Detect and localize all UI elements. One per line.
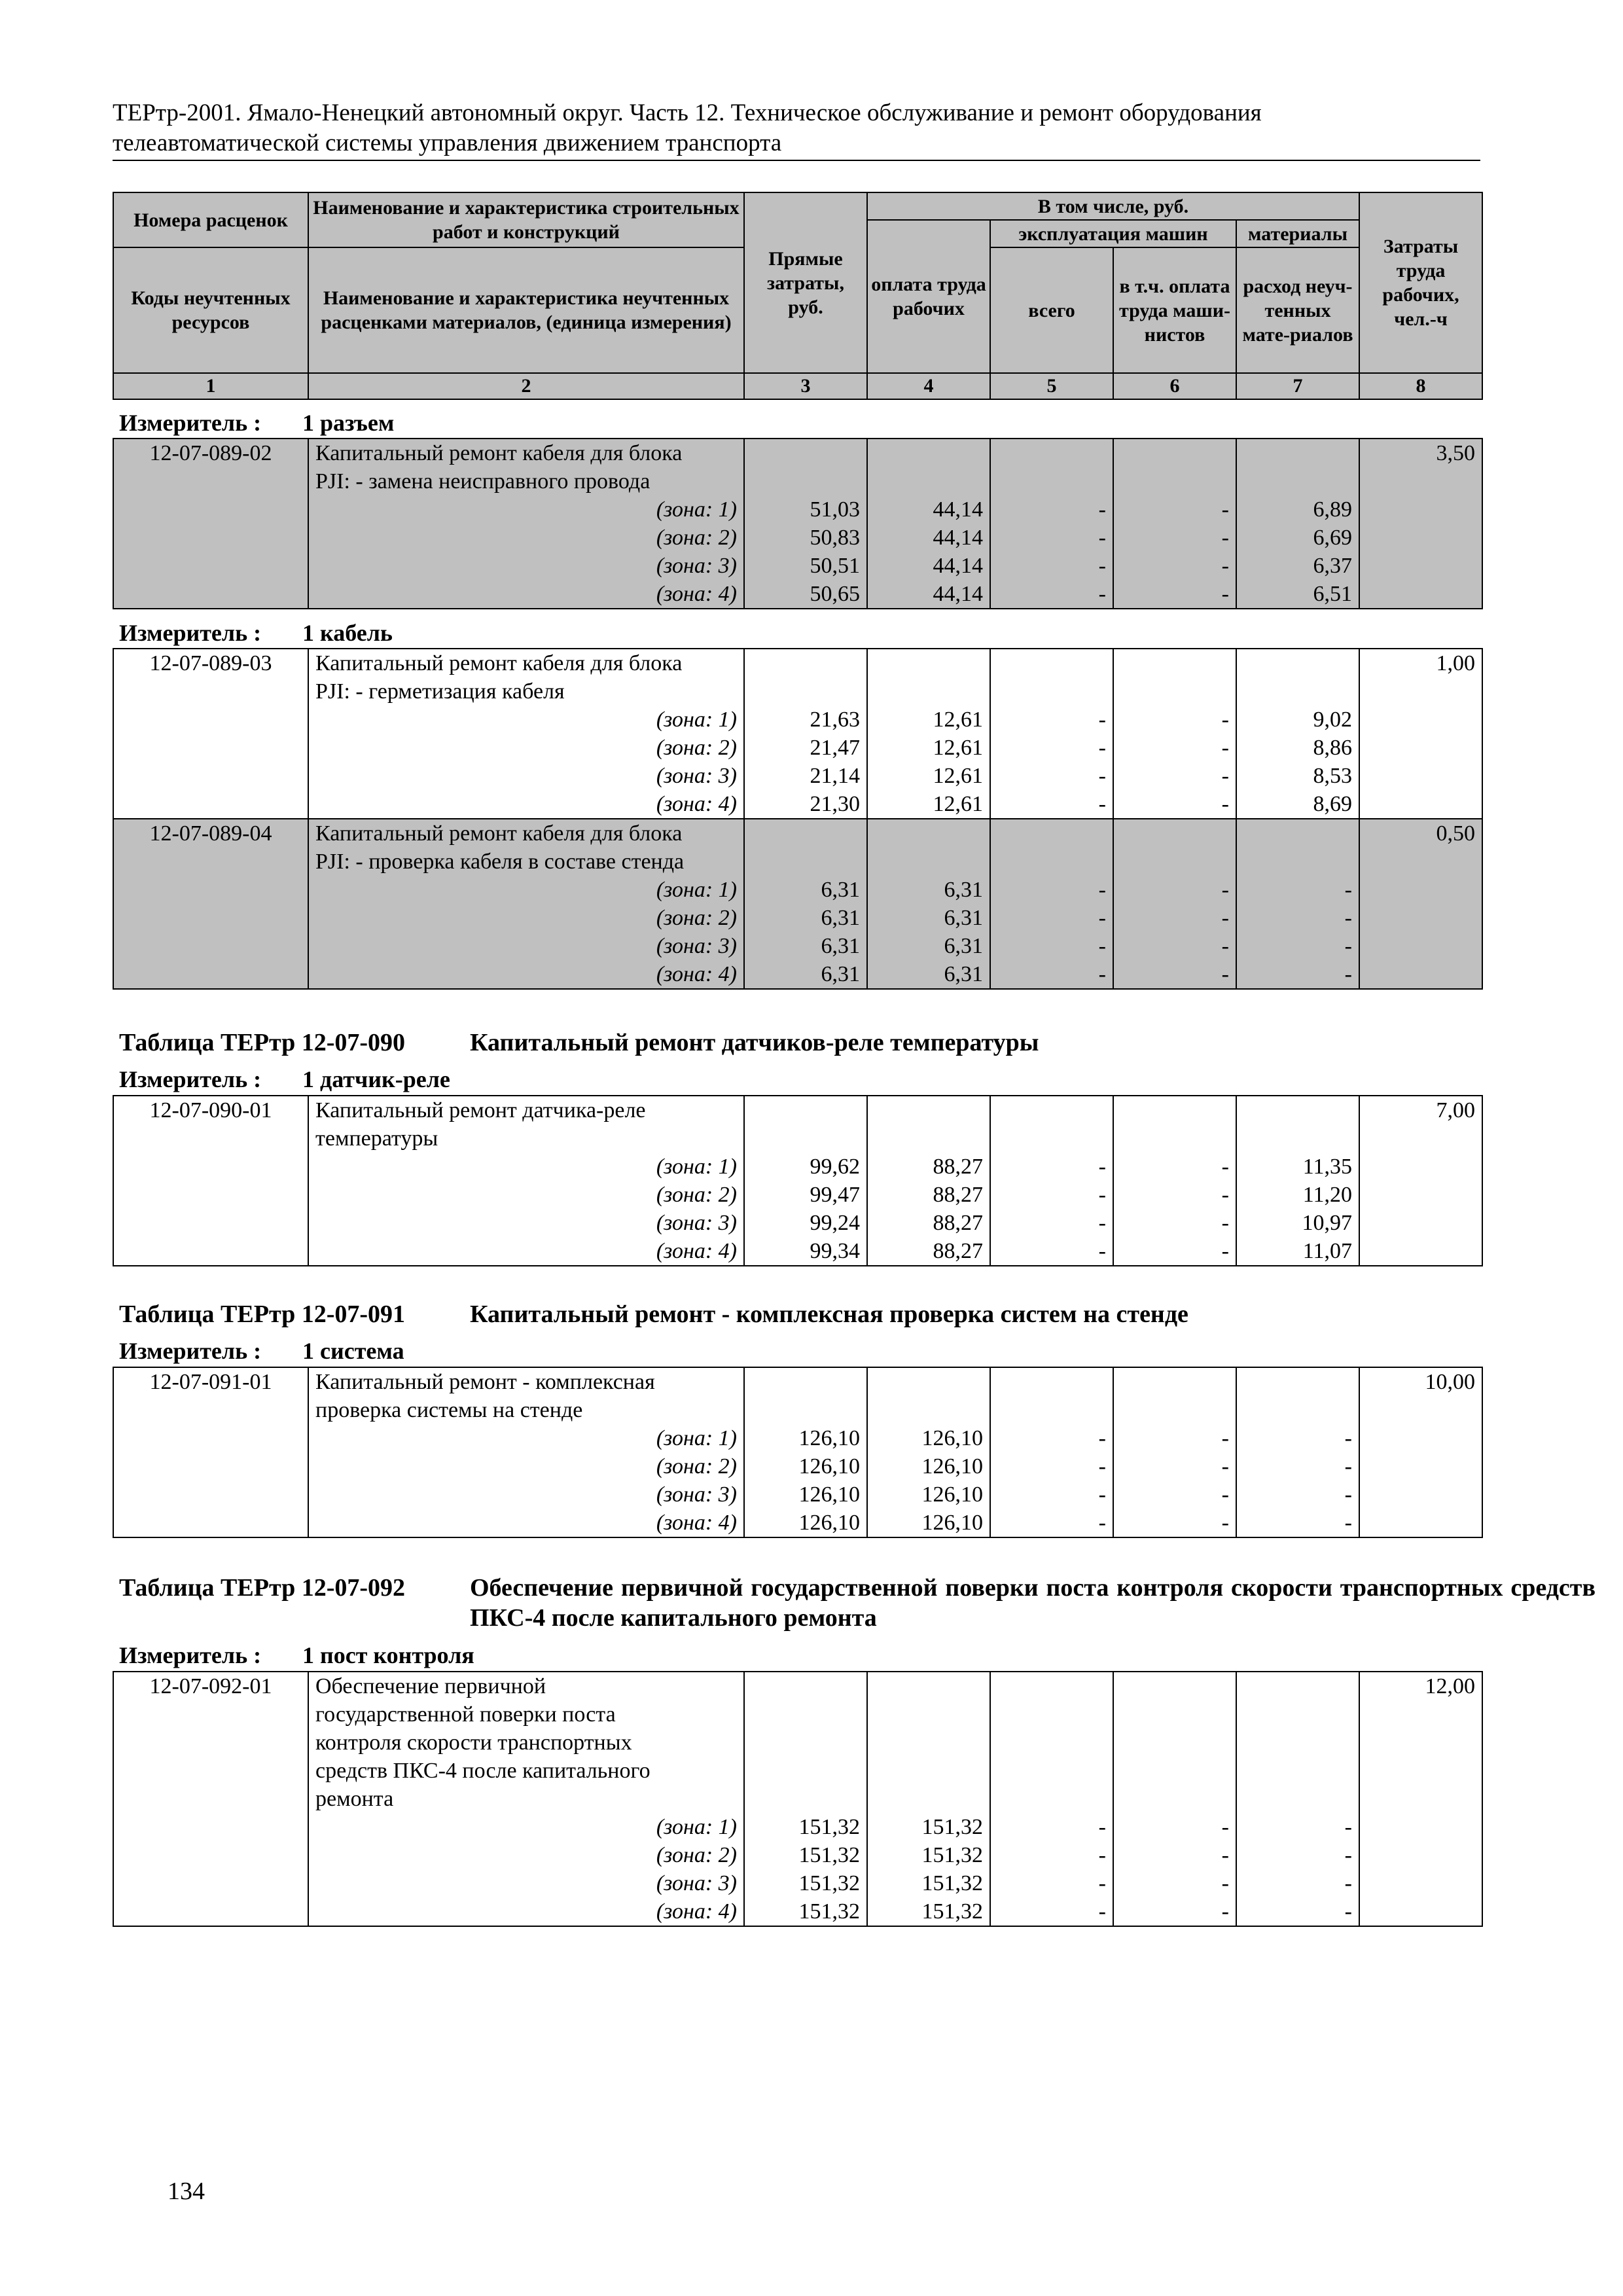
value: - — [1098, 1426, 1106, 1450]
measure-line — [119, 1065, 450, 1094]
value: - — [1098, 1183, 1106, 1207]
value: 6,31 — [821, 878, 860, 902]
value: - — [1221, 1511, 1229, 1535]
measure-label: Измеритель : — [119, 1066, 262, 1092]
value: - — [1344, 1871, 1352, 1895]
direct-costs — [744, 819, 867, 989]
value: 151,32 — [921, 1871, 983, 1895]
description-line: Капитальный ремонт кабеля для блока — [315, 651, 683, 675]
rates-table — [113, 438, 1483, 609]
value: 126,10 — [921, 1511, 983, 1535]
value: - — [1221, 554, 1229, 578]
value: - — [1098, 906, 1106, 930]
table-row — [113, 439, 1482, 609]
table-row — [113, 1367, 1482, 1537]
column-header-table — [113, 192, 1483, 400]
direct-costs — [744, 1367, 867, 1537]
labor-costs: 7,00 — [1359, 1096, 1482, 1266]
zone-label: (зона: 3) — [656, 1871, 737, 1895]
measure-label: Измеритель : — [119, 1338, 262, 1364]
description-line: контроля скорости транспортных — [315, 1731, 632, 1755]
value: 99,47 — [810, 1183, 860, 1207]
col-header-name: Наименование и характеристика строительных работ и конструкций — [308, 192, 744, 247]
col-header-unaccounted-materials: расход неуч-тенных мате-риалов — [1236, 247, 1359, 373]
value: 151,32 — [798, 1899, 860, 1924]
zone-label: (зона: 4) — [656, 582, 737, 606]
materials — [1236, 1367, 1359, 1537]
rate-description — [308, 1672, 744, 1926]
value: - — [1098, 934, 1106, 958]
zone-label: (зона: 2) — [656, 906, 737, 930]
machinist-wages — [1113, 1096, 1236, 1266]
value: - — [1221, 934, 1229, 958]
value: - — [1098, 792, 1106, 816]
value: - — [1221, 1482, 1229, 1507]
value: 6,37 — [1313, 554, 1352, 578]
machinist-wages — [1113, 1367, 1236, 1537]
column-number: 5 — [990, 373, 1113, 399]
value: - — [1344, 1815, 1352, 1839]
value: 44,14 — [933, 554, 983, 578]
table-id: Таблица ТЕРтр 12-07-092 — [119, 1574, 406, 1602]
col-header-resource-codes: Коды неучтенных ресурсов — [113, 247, 308, 373]
value: - — [1344, 1843, 1352, 1867]
value: - — [1098, 1239, 1106, 1263]
value: 50,65 — [810, 582, 860, 606]
value: 151,32 — [798, 1815, 860, 1839]
value: 9,02 — [1313, 708, 1352, 732]
measure-unit: 1 система — [302, 1338, 404, 1364]
value: - — [1098, 526, 1106, 550]
zone-label: (зона: 3) — [656, 934, 737, 958]
value: 12,61 — [933, 736, 983, 760]
value: 12,61 — [933, 764, 983, 788]
col-header-materials: материалы — [1236, 220, 1359, 247]
worker-wages — [867, 1672, 990, 1926]
value: 6,31 — [821, 906, 860, 930]
description-line: РJI: - замена неисправного провода — [315, 469, 651, 493]
column-number: 1 — [113, 373, 308, 399]
value: - — [1344, 934, 1352, 958]
value: - — [1221, 764, 1229, 788]
value: 6,51 — [1313, 582, 1352, 606]
materials — [1236, 1672, 1359, 1926]
col-header-code: Номера расценок — [113, 192, 308, 247]
machines-total — [990, 1672, 1113, 1926]
value: 21,30 — [810, 792, 860, 816]
measure-label: Измеритель : — [119, 1642, 262, 1668]
value: - — [1221, 497, 1229, 522]
value: - — [1098, 497, 1106, 522]
description-line: температуры — [315, 1126, 438, 1151]
value: - — [1221, 878, 1229, 902]
value: 21,14 — [810, 764, 860, 788]
description-line: РJI: - проверка кабеля в составе стенда — [315, 850, 685, 874]
value: - — [1098, 1454, 1106, 1479]
page-number: 134 — [168, 2178, 205, 2205]
direct-costs — [744, 1096, 867, 1266]
value: 88,27 — [933, 1239, 983, 1263]
machines-total — [990, 649, 1113, 819]
value: - — [1098, 554, 1106, 578]
zone-label: (зона: 1) — [656, 1815, 737, 1839]
materials — [1236, 1096, 1359, 1266]
value: - — [1098, 1511, 1106, 1535]
column-number: 4 — [867, 373, 990, 399]
zone-label: (зона: 1) — [656, 1155, 737, 1179]
worker-wages — [867, 1367, 990, 1537]
worker-wages — [867, 819, 990, 989]
header-line-1: ТЕРтр-2001. Ямало-Ненецкий автономный округ. Часть 12. Техническое обслуживание и ремонт оборудования — [113, 99, 1262, 126]
value: 12,61 — [933, 708, 983, 732]
value: 6,31 — [944, 906, 983, 930]
value: - — [1098, 878, 1106, 902]
labor-costs: 10,00 — [1359, 1367, 1482, 1537]
value: 44,14 — [933, 497, 983, 522]
zone-label: (зона: 3) — [656, 1482, 737, 1507]
labor-costs: 3,50 — [1359, 439, 1482, 609]
zone-label: (зона: 3) — [656, 764, 737, 788]
value: 51,03 — [810, 497, 860, 522]
zone-label: (зона: 4) — [656, 792, 737, 816]
labor-costs: 0,50 — [1359, 819, 1482, 989]
measure-unit: 1 кабель — [302, 620, 393, 646]
value: - — [1344, 906, 1352, 930]
col-header-group: В том числе, руб. — [867, 192, 1359, 220]
col-header-direct: Прямые затраты, руб. — [744, 192, 867, 373]
column-number: 8 — [1359, 373, 1482, 399]
value: 151,32 — [921, 1899, 983, 1924]
value: - — [1344, 1482, 1352, 1507]
machinist-wages — [1113, 819, 1236, 989]
value: 99,62 — [810, 1155, 860, 1179]
value: 8,69 — [1313, 792, 1352, 816]
page-header — [113, 98, 1480, 161]
value: - — [1221, 1239, 1229, 1263]
description-line: Капитальный ремонт кабеля для блока — [315, 441, 683, 465]
value: 151,32 — [798, 1843, 860, 1867]
materials — [1236, 819, 1359, 989]
value: - — [1221, 526, 1229, 550]
description-line: средств ПКС-4 после капитального — [315, 1759, 651, 1783]
value: 151,32 — [921, 1815, 983, 1839]
rate-code: 12-07-092-01 — [113, 1672, 308, 1926]
value: 99,34 — [810, 1239, 860, 1263]
description-line: Капитальный ремонт датчика-реле — [315, 1098, 646, 1122]
worker-wages — [867, 1096, 990, 1266]
value: - — [1098, 582, 1106, 606]
value: - — [1221, 962, 1229, 986]
value: 88,27 — [933, 1155, 983, 1179]
zone-label: (зона: 2) — [656, 1843, 737, 1867]
value: 126,10 — [921, 1482, 983, 1507]
table-name: Капитальный ремонт датчиков-реле температуры — [470, 1029, 1039, 1056]
value: - — [1221, 736, 1229, 760]
table-row — [113, 819, 1482, 989]
value: 126,10 — [798, 1482, 860, 1507]
value: - — [1221, 708, 1229, 732]
machines-total — [990, 819, 1113, 989]
value: 6,31 — [944, 934, 983, 958]
value: 151,32 — [921, 1843, 983, 1867]
value: 6,31 — [821, 962, 860, 986]
value: 21,63 — [810, 708, 860, 732]
value: 8,53 — [1313, 764, 1352, 788]
description-line: государственной поверки поста — [315, 1702, 616, 1727]
value: - — [1221, 1871, 1229, 1895]
value: - — [1098, 1155, 1106, 1179]
rate-code: 12-07-089-04 — [113, 819, 308, 989]
machines-total — [990, 439, 1113, 609]
rates-table — [113, 1671, 1483, 1927]
machines-total — [990, 1367, 1113, 1537]
value: 6,69 — [1313, 526, 1352, 550]
column-number: 6 — [1113, 373, 1236, 399]
value: 88,27 — [933, 1211, 983, 1235]
value: - — [1098, 1482, 1106, 1507]
value: - — [1098, 1815, 1106, 1839]
column-number: 2 — [308, 373, 744, 399]
column-number: 3 — [744, 373, 867, 399]
table-row — [113, 649, 1482, 819]
value: - — [1098, 736, 1106, 760]
rate-description — [308, 649, 744, 819]
value: - — [1098, 1871, 1106, 1895]
value: 6,31 — [944, 878, 983, 902]
table-row — [113, 1672, 1482, 1926]
value: 50,83 — [810, 526, 860, 550]
value: - — [1344, 1454, 1352, 1479]
machines-total — [990, 1096, 1113, 1266]
description-line: ремонта — [315, 1787, 394, 1811]
value: 11,35 — [1302, 1155, 1352, 1179]
value: - — [1221, 1815, 1229, 1839]
value: 151,32 — [798, 1871, 860, 1895]
labor-costs: 1,00 — [1359, 649, 1482, 819]
value: 6,31 — [944, 962, 983, 986]
header-line-2: телеавтоматической системы управления движением транспорта — [113, 130, 782, 156]
col-header-machines: эксплуатация машин — [990, 220, 1236, 247]
value: 126,10 — [798, 1454, 860, 1479]
value: - — [1221, 792, 1229, 816]
value: 126,10 — [921, 1454, 983, 1479]
rate-code: 12-07-091-01 — [113, 1367, 308, 1537]
machinist-wages — [1113, 1672, 1236, 1926]
rate-description — [308, 1096, 744, 1266]
col-header-labor: Затраты труда рабочих, чел.-ч — [1359, 192, 1482, 373]
direct-costs — [744, 439, 867, 609]
rate-description — [308, 1367, 744, 1537]
value: - — [1221, 1155, 1229, 1179]
value: - — [1098, 1211, 1106, 1235]
value: - — [1221, 906, 1229, 930]
value: - — [1344, 878, 1352, 902]
materials — [1236, 439, 1359, 609]
zone-label: (зона: 3) — [656, 554, 737, 578]
value: 8,86 — [1313, 736, 1352, 760]
labor-costs: 12,00 — [1359, 1672, 1482, 1926]
value: - — [1221, 1211, 1229, 1235]
value: 21,47 — [810, 736, 860, 760]
measure-unit: 1 датчик-реле — [302, 1066, 450, 1092]
measure-line — [119, 408, 394, 437]
zone-label: (зона: 1) — [656, 878, 737, 902]
value: - — [1344, 1899, 1352, 1924]
zone-label: (зона: 2) — [656, 1454, 737, 1479]
zone-label: (зона: 2) — [656, 736, 737, 760]
machinist-wages — [1113, 649, 1236, 819]
value: 44,14 — [933, 582, 983, 606]
zone-label: (зона: 1) — [656, 1426, 737, 1450]
value: 10,97 — [1302, 1211, 1352, 1235]
measure-unit: 1 пост контроля — [302, 1642, 474, 1668]
measure-unit: 1 разъем — [302, 410, 395, 436]
value: 6,31 — [821, 934, 860, 958]
value: - — [1221, 1454, 1229, 1479]
direct-costs — [744, 1672, 867, 1926]
value: - — [1098, 1899, 1106, 1924]
rates-table — [113, 1367, 1483, 1538]
table-name: Капитальный ремонт - комплексная проверка систем на стенде — [470, 1300, 1188, 1328]
zone-label: (зона: 4) — [656, 1899, 737, 1924]
column-number: 7 — [1236, 373, 1359, 399]
value: - — [1221, 1426, 1229, 1450]
value: - — [1221, 1183, 1229, 1207]
column-number-row — [113, 373, 1482, 399]
description-line: РJI: - герметизация кабеля — [315, 679, 565, 704]
measure-label: Измеритель : — [119, 620, 262, 646]
value: 50,51 — [810, 554, 860, 578]
worker-wages — [867, 439, 990, 609]
zone-label: (зона: 2) — [656, 526, 737, 550]
direct-costs — [744, 649, 867, 819]
table-id: Таблица ТЕРтр 12-07-091 — [119, 1300, 406, 1328]
zone-label: (зона: 1) — [656, 497, 737, 522]
col-header-material-names: Наименование и характеристика неучтенных расценками материалов, (единица измерения) — [308, 247, 744, 373]
measure-label: Измеритель : — [119, 410, 262, 436]
value: 88,27 — [933, 1183, 983, 1207]
description-line: проверка системы на стенде — [315, 1398, 583, 1422]
value: 44,14 — [933, 526, 983, 550]
value: - — [1344, 962, 1352, 986]
value: - — [1221, 1899, 1229, 1924]
value: - — [1098, 1843, 1106, 1867]
col-header-machines-total: всего — [990, 247, 1113, 373]
col-header-wages: оплата труда рабочих — [867, 220, 990, 373]
value: 126,10 — [921, 1426, 983, 1450]
value: - — [1344, 1511, 1352, 1535]
materials — [1236, 649, 1359, 819]
rate-code: 12-07-090-01 — [113, 1096, 308, 1266]
description-line: Капитальный ремонт кабеля для блока — [315, 821, 683, 846]
rate-code: 12-07-089-03 — [113, 649, 308, 819]
table-row — [113, 1096, 1482, 1266]
value: 126,10 — [798, 1511, 860, 1535]
value: 11,07 — [1302, 1239, 1352, 1263]
zone-label: (зона: 1) — [656, 708, 737, 732]
rate-code: 12-07-089-02 — [113, 439, 308, 609]
value: 6,89 — [1313, 497, 1352, 522]
zone-label: (зона: 4) — [656, 1239, 737, 1263]
col-header-machinist-wages: в т.ч. оплата труда маши-нистов — [1113, 247, 1236, 373]
table-name: Обеспечение первичной государственной поверки поста контроля скорости транспортных средств ПКС-4 после капитального ремонта — [470, 1574, 1596, 1632]
rate-description — [308, 819, 744, 989]
description-line: Обеспечение первичной — [315, 1674, 546, 1698]
value: 12,61 — [933, 792, 983, 816]
description-line: Капитальный ремонт - комплексная — [315, 1370, 655, 1394]
value: - — [1221, 582, 1229, 606]
zone-label: (зона: 3) — [656, 1211, 737, 1235]
worker-wages — [867, 649, 990, 819]
measure-line — [119, 1336, 404, 1365]
machinist-wages — [1113, 439, 1236, 609]
zone-label: (зона: 2) — [656, 1183, 737, 1207]
value: - — [1098, 708, 1106, 732]
value: - — [1221, 1843, 1229, 1867]
value: 11,20 — [1302, 1183, 1352, 1207]
value: - — [1344, 1426, 1352, 1450]
measure-line — [119, 619, 393, 647]
value: - — [1098, 962, 1106, 986]
value: 126,10 — [798, 1426, 860, 1450]
rate-description — [308, 439, 744, 609]
rates-table — [113, 1095, 1483, 1266]
table-id: Таблица ТЕРтр 12-07-090 — [119, 1029, 406, 1056]
measure-line — [119, 1641, 474, 1670]
value: - — [1098, 764, 1106, 788]
value: 99,24 — [810, 1211, 860, 1235]
zone-label: (зона: 4) — [656, 1511, 737, 1535]
zone-label: (зона: 4) — [656, 962, 737, 986]
rates-table — [113, 648, 1483, 990]
